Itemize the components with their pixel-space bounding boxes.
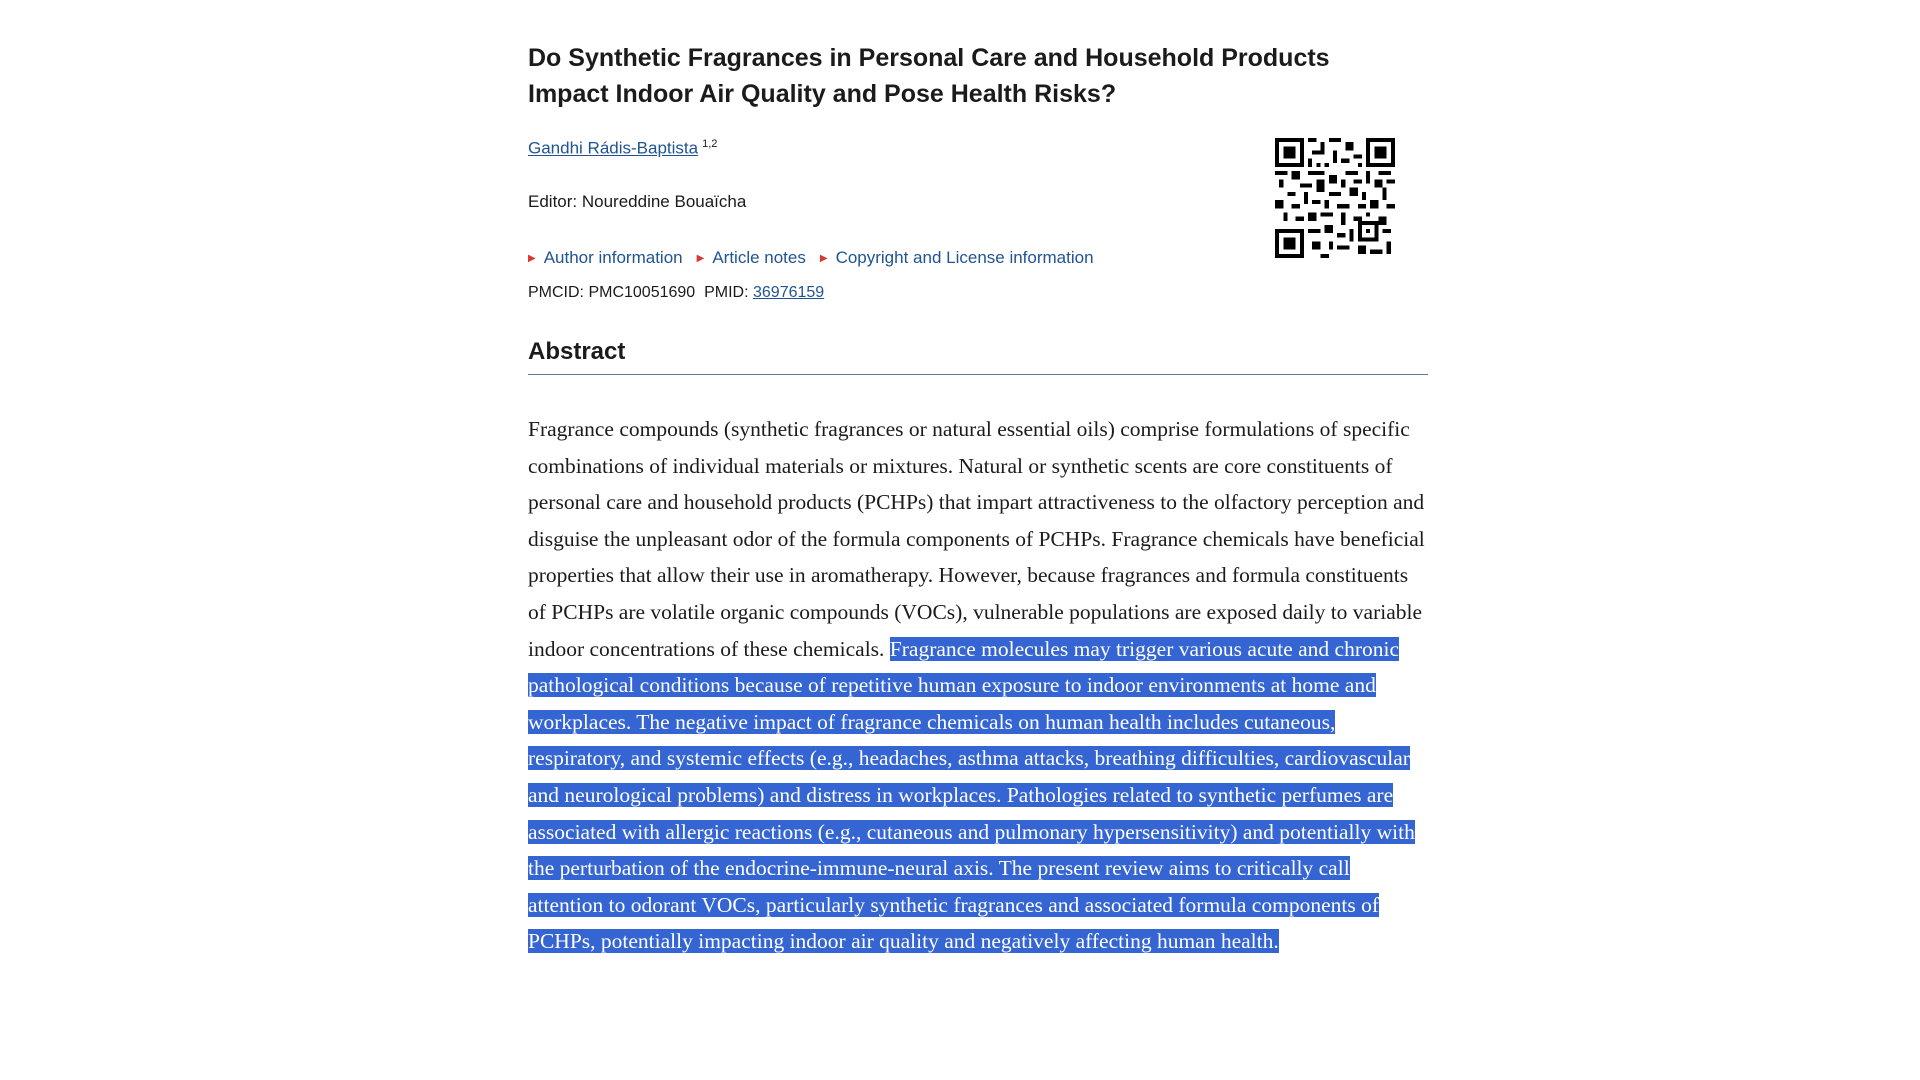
abstract-heading: Abstract [528,338,1428,375]
author-information-link[interactable] [528,248,683,268]
article-ids [528,284,824,302]
pmcid-label: PMCID: [528,284,584,301]
abstract-selected-text: Fragrance molecules may trigger various acute and chronic pathological conditions because of repetitive human exposure to indoor environments at home and workplaces. The negative impact of fragrance chemicals on human health includes cutaneous, respiratory, and systemic effects (e.g., headaches, asthma attacks, breathing difficulties, cardiovascular and neurological problems) and distress in workplaces. Pathologies related to synthetic perfumes are associated with allergic reactions (e.g., cutaneous and pulmonary hypersensitivity) and potentially with the perturbation of the endocrine-immune-neural axis. The present review aims to critically call attention to odorant VOCs, particularly synthetic fragrances and associated formula components of PCHPs, potentially impacting indoor air quality and negatively affecting human health. [528,636,1415,954]
author-affiliation-superscript: 1,2 [702,138,718,150]
expand-triangle-icon: ▶ [528,252,536,264]
copyright-license-label: Copyright and License information [835,248,1094,267]
abstract-unselected-text: Fragrance compounds (synthetic fragrances or natural essential oils) comprise formulations of specific combinations of individual materials or mixtures. Natural or synthetic scents are core constituents of personal care and household products (PCHPs) that impart attractiveness to the olfactory perception and disguise the unpleasant odor of the formula components of PCHPs. Fragrance chemicals have beneficial properties that allow their use in aromatherapy. However, because fragrances and formula constituents of PCHPs are volatile organic compounds (VOCs), vulnerable populations are exposed daily to variable indoor concentrations of these chemicals. [528,417,1425,661]
article-notes-label: Article notes [712,248,806,267]
qr-code-icon [1275,138,1395,258]
pmid-label: PMID: [704,284,749,301]
editor-line: Editor: Noureddine Bouaïcha [528,192,747,211]
author-information-label: Author information [543,248,683,267]
pmid-link[interactable]: 36976159 [753,284,825,301]
copyright-license-link[interactable] [820,248,1094,268]
author-link[interactable]: Gandhi Rádis-Baptista [528,138,699,158]
expand-triangle-icon: ▶ [696,252,705,264]
article-title: Do Synthetic Fragrances in Personal Care and Household Products Impact Indoor Air Quality and Pose Health Risks? [528,44,1330,108]
article-notes-link[interactable] [697,248,806,268]
article-page [528,40,1428,981]
article-meta [528,138,1428,338]
abstract-text[interactable] [528,411,1428,960]
pmcid-value: PMC10051690 [588,284,696,301]
expand-triangle-icon: ▶ [819,252,828,264]
article-links-row [528,248,1094,268]
author-line [528,138,717,159]
